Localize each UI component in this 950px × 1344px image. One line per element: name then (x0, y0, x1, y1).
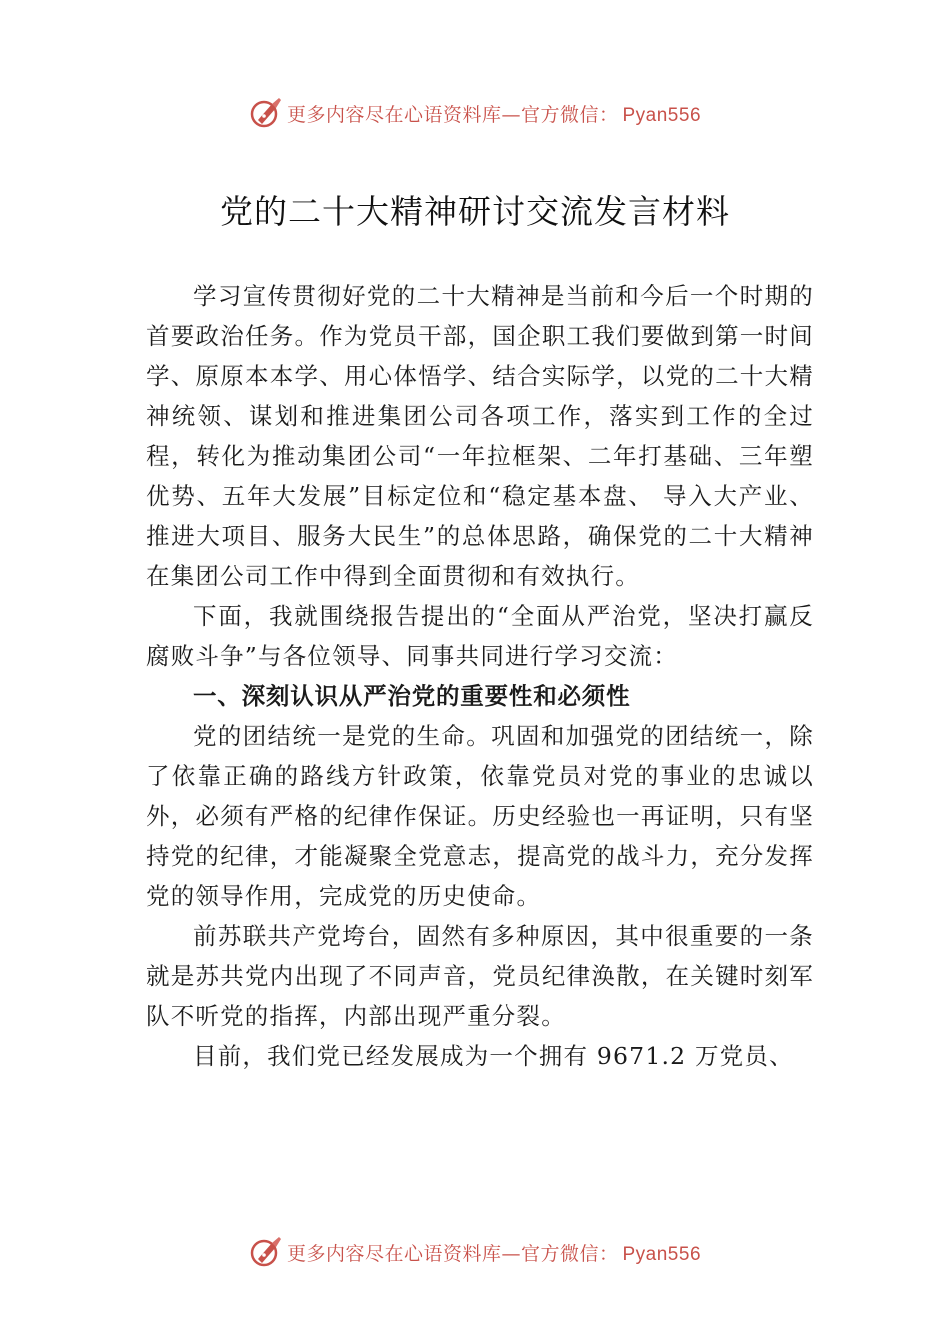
footer-banner-text: 更多内容尽在心语资料库—官方微信： Pyan556 (286, 1242, 702, 1265)
section-heading: 一、深刻认识从严治党的重要性和必须性 (193, 682, 631, 710)
pen-nib-logo-icon (249, 1235, 283, 1269)
paragraph: 前苏联共产党垮台，固然有多种原因，其中很重要的一条就是苏共党内出现了不同声音，党员纪律涣散，在关键时刻军队不听党的指挥，内部出现严重分裂。 (146, 922, 814, 1030)
wechat-handle: Pyan556 (622, 104, 702, 126)
header-banner (0, 93, 950, 133)
pen-nib-logo-icon (249, 96, 283, 130)
header-banner-text: 更多内容尽在心语资料库—官方微信： Pyan556 (286, 103, 702, 126)
paragraph: 目前，我们党已经发展成为一个拥有 9671.2 万党员、 (193, 1042, 794, 1070)
footer-banner (0, 1232, 950, 1272)
document-title: 党的二十大精神研讨交流发言材料 (220, 192, 730, 231)
paragraph: 党的团结统一是党的生命。巩固和加强党的团结统一，除了依靠正确的路线方针政策，依靠党员对党的事业的忠诚以外，必须有严格的纪律作保证。历史经验也一再证明，只有坚持党的纪律，才能凝聚全党意志，提高党的战斗力，充分发挥党的领导作用，完成党的历史使命。 (146, 722, 814, 910)
document-body (146, 276, 814, 1076)
paragraph: 学习宣传贯彻好党的二十大精神是当前和今后一个时期的首要政治任务。作为党员干部，国企职工我们要做到第一时间学、原原本本学、用心体悟学、结合实际学，以党的二十大精神统领、谋划和推进集团公司各项工作，落实到工作的全过程，转化为推动集团公司“一年拉框架、二年打基础、三年塑优势、五年大发展”目标定位和“稳定基本盘、 导入大产业、推进大项目、服务大民生”的总体思路，确保党的二十大精神在集团公司工作中得到全面贯彻和有效执行。 (146, 282, 814, 590)
wechat-handle: Pyan556 (622, 1243, 702, 1265)
paragraph: 下面，我就围绕报告提出的“全面从严治党，坚决打赢反腐败斗争”与各位领导、同事共同进行学习交流： (146, 602, 814, 670)
